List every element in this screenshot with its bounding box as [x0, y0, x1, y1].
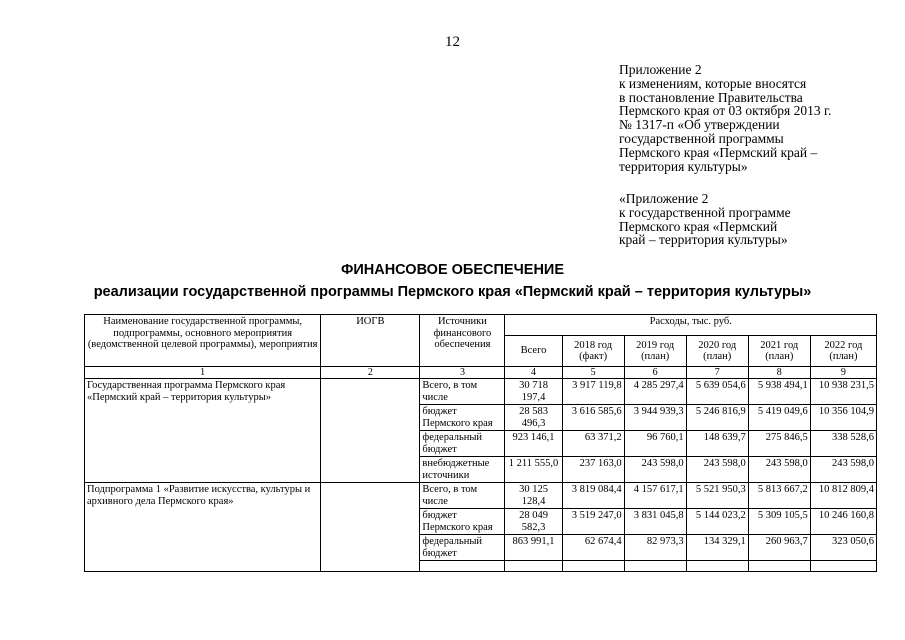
header-name: Наименование государственной программы, подпрограммы, основного мероприятия (ведомственной целевой программы), мероприятия	[85, 315, 321, 367]
value-cell: 338 528,6	[810, 431, 876, 457]
header-sources: Источники финансового обеспечения	[420, 315, 505, 367]
source-cell: федеральный бюджет	[420, 535, 505, 561]
value-cell: 237 163,0	[562, 457, 624, 483]
amendment-line: к изменениям, которые вносятся	[619, 75, 807, 91]
program-name: Государственная программа Пермского края «Пермский край – территория культуры»	[85, 379, 321, 483]
amendment-line: № 1317-п «Об утверждении	[619, 117, 780, 133]
value-cell: 3 616 585,6	[562, 405, 624, 431]
amendment-note	[619, 63, 831, 173]
value-cell: 3 917 119,8	[562, 379, 624, 405]
appendix-line: «Приложение 2	[619, 191, 709, 206]
value-cell: 5 813 667,2	[748, 483, 810, 509]
value-cell: 148 639,7	[686, 431, 748, 457]
column-number: 6	[624, 367, 686, 379]
value-cell: 5 246 816,9	[686, 405, 748, 431]
value-cell: 275 846,5	[748, 431, 810, 457]
source-cell: федеральный бюджет	[420, 431, 505, 457]
source-cell: внебюджетные источники	[420, 457, 505, 483]
value-cell: 5 144 023,2	[686, 509, 748, 535]
document-subtitle: реализации государственной программы Пермского края «Пермский край – территория культуры»	[93, 284, 812, 300]
table-row	[85, 483, 877, 509]
value-cell: 82 973,3	[624, 535, 686, 561]
header-year: 2019 год (план)	[624, 336, 686, 367]
appendix-line: к государственной программе	[619, 204, 791, 220]
page-number: 12	[445, 34, 460, 50]
value-cell: 243 598,0	[748, 457, 810, 483]
header-expenses: Расходы, тыс. руб.	[505, 315, 877, 336]
total-cell: 1 211 555,0	[505, 457, 562, 483]
value-cell: 5 309 105,5	[748, 509, 810, 535]
value-cell: 63 371,2	[562, 431, 624, 457]
source-cell: Всего, в том числе	[420, 379, 505, 405]
appendix-line: Пермского края «Пермский	[619, 218, 778, 234]
column-number: 8	[748, 367, 810, 379]
source-cell: бюджет Пермского края	[420, 405, 505, 431]
amendment-line: в постановление Правительства	[619, 89, 803, 105]
source-cell: бюджет Пермского края	[420, 509, 505, 535]
total-cell: 28 583 496,3	[505, 405, 562, 431]
amendment-line: государственной программы	[619, 130, 784, 146]
table-row	[85, 379, 877, 405]
value-cell: 243 598,0	[686, 457, 748, 483]
column-number: 2	[321, 367, 420, 379]
total-cell: 923 146,1	[505, 431, 562, 457]
document-title: ФИНАНСОВОЕ ОБЕСПЕЧЕНИЕ	[340, 262, 565, 278]
value-cell: 10 356 104,9	[810, 405, 876, 431]
header-year: 2020 год (план)	[686, 336, 748, 367]
column-number: 9	[810, 367, 876, 379]
column-number: 7	[686, 367, 748, 379]
column-number: 1	[85, 367, 321, 379]
appendix-line: край – территория культуры»	[619, 232, 788, 248]
header-total: Всего	[505, 336, 562, 367]
total-cell: 863 991,1	[505, 535, 562, 561]
column-number: 4	[505, 367, 562, 379]
header-year: 2021 год (план)	[748, 336, 810, 367]
amendment-line: Пермского края «Пермский край –	[619, 144, 818, 160]
value-cell: 3 944 939,3	[624, 405, 686, 431]
total-cell: 30 718 197,4	[505, 379, 562, 405]
value-cell: 243 598,0	[624, 457, 686, 483]
value-cell: 3 819 084,4	[562, 483, 624, 509]
value-cell: 5 938 494,1	[748, 379, 810, 405]
total-cell: 28 049 582,3	[505, 509, 562, 535]
header-year: 2018 год (факт)	[562, 336, 624, 367]
value-cell: 10 812 809,4	[810, 483, 876, 509]
value-cell: 134 329,1	[686, 535, 748, 561]
amendment-line: Приложение 2	[619, 62, 702, 77]
value-cell: 4 157 617,1	[624, 483, 686, 509]
value-cell: 96 760,1	[624, 431, 686, 457]
header-year: 2022 год (план)	[810, 336, 876, 367]
value-cell: 5 419 049,6	[748, 405, 810, 431]
subprogram-name: Подпрограмма 1 «Развитие искусства, культуры и архивного дела Пермского края»	[85, 483, 321, 572]
iogv-cell	[321, 379, 420, 483]
amendment-line: территория культуры»	[619, 158, 748, 174]
value-cell: 5 639 054,6	[686, 379, 748, 405]
value-cell: 260 963,7	[748, 535, 810, 561]
header-iogv: ИОГВ	[321, 315, 420, 367]
amendment-line: Пермского края от 03 октября 2013 г.	[619, 103, 832, 119]
financing-table	[84, 314, 877, 572]
value-cell: 3 519 247,0	[562, 509, 624, 535]
value-cell: 5 521 950,3	[686, 483, 748, 509]
iogv-cell	[321, 483, 420, 572]
value-cell: 4 285 297,4	[624, 379, 686, 405]
appendix-note	[619, 192, 791, 247]
value-cell: 10 246 160,8	[810, 509, 876, 535]
value-cell: 3 831 045,8	[624, 509, 686, 535]
column-number: 3	[420, 367, 505, 379]
value-cell: 323 050,6	[810, 535, 876, 561]
column-number: 5	[562, 367, 624, 379]
value-cell: 10 938 231,5	[810, 379, 876, 405]
value-cell: 243 598,0	[810, 457, 876, 483]
value-cell: 62 674,4	[562, 535, 624, 561]
source-cell: Всего, в том числе	[420, 483, 505, 509]
total-cell: 30 125 128,4	[505, 483, 562, 509]
